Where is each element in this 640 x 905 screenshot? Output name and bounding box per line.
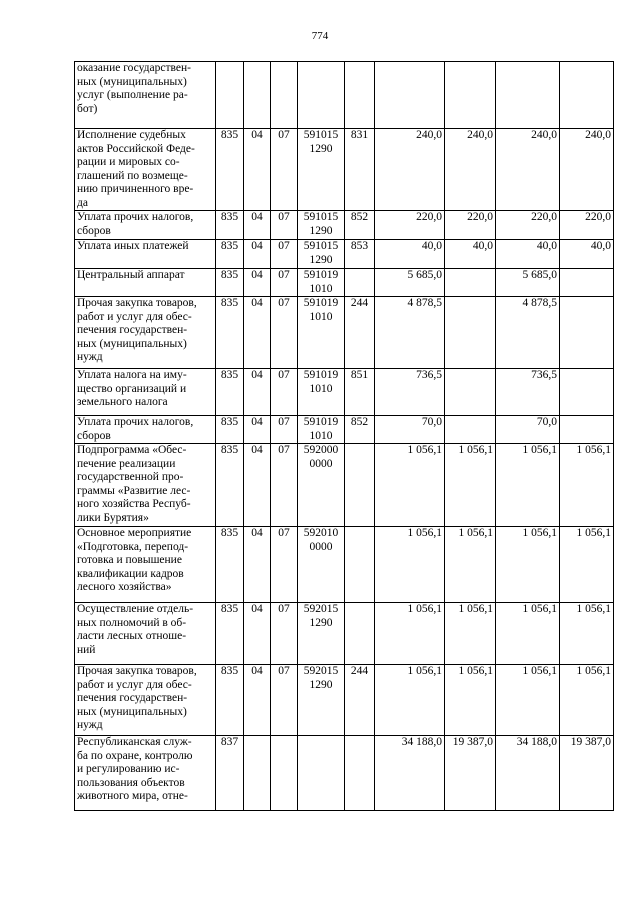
table-row bbox=[75, 444, 614, 527]
amount-2-text: 40,0 bbox=[472, 240, 493, 252]
target-article-cell bbox=[298, 444, 345, 527]
amount-1-cell bbox=[375, 444, 445, 527]
target-article-text: 591015 1290 bbox=[303, 240, 339, 266]
subsection-code-cell bbox=[271, 211, 298, 240]
expense-type-cell bbox=[345, 603, 375, 665]
subsection-code-cell bbox=[271, 527, 298, 603]
section-code-text: 04 bbox=[251, 269, 263, 281]
amount-3-text: 70,0 bbox=[536, 416, 557, 428]
table-row bbox=[75, 269, 614, 297]
amount-4-cell bbox=[560, 444, 614, 527]
amount-1-text: 220,0 bbox=[416, 211, 442, 223]
table-row bbox=[75, 129, 614, 211]
target-article-text: 591019 1010 bbox=[303, 297, 339, 323]
amount-2-cell bbox=[445, 736, 496, 811]
target-article-text: 591019 1010 bbox=[303, 369, 339, 395]
amount-3-cell bbox=[496, 129, 560, 211]
row-name-text: Уплата налога на иму- щество организаций и земельного налога bbox=[77, 369, 187, 408]
target-article-cell bbox=[298, 665, 345, 736]
expense-type-text: 852 bbox=[350, 416, 369, 428]
amount-4-text: 1 056,1 bbox=[576, 603, 611, 615]
amount-4-cell bbox=[560, 211, 614, 240]
target-article-text: 592015 1290 bbox=[303, 665, 339, 691]
amount-4-text: 220,0 bbox=[585, 211, 611, 223]
amount-2-cell bbox=[445, 129, 496, 211]
section-code-cell bbox=[244, 444, 271, 527]
row-name-text: Прочая закупка товаров, работ и услуг для обес- печения государствен- ных (муниципальных) нужд bbox=[77, 665, 197, 731]
amount-2-text: 1 056,1 bbox=[458, 603, 493, 615]
amount-4-cell bbox=[560, 603, 614, 665]
amount-3-cell bbox=[496, 416, 560, 444]
grbs-code-text: 835 bbox=[220, 416, 239, 428]
section-code-cell bbox=[244, 527, 271, 603]
grbs-code-text: 835 bbox=[220, 240, 239, 252]
amount-2-cell bbox=[445, 444, 496, 527]
amount-2-text: 19 387,0 bbox=[452, 736, 493, 748]
target-article-cell bbox=[298, 211, 345, 240]
expense-type-text: 244 bbox=[350, 297, 369, 309]
amount-3-text: 736,5 bbox=[531, 369, 557, 381]
row-name-cell bbox=[75, 527, 216, 603]
subsection-code-cell bbox=[271, 416, 298, 444]
grbs-code-text: 835 bbox=[220, 369, 239, 381]
amount-4-cell bbox=[560, 297, 614, 369]
target-article-cell bbox=[298, 129, 345, 211]
expense-type-cell bbox=[345, 736, 375, 811]
grbs-code-text: 835 bbox=[220, 211, 239, 223]
amount-3-cell bbox=[496, 444, 560, 527]
grbs-code-text: 835 bbox=[220, 444, 239, 456]
target-article-cell bbox=[298, 297, 345, 369]
section-code-cell bbox=[244, 62, 271, 129]
target-article-cell bbox=[298, 527, 345, 603]
subsection-code-cell bbox=[271, 369, 298, 416]
amount-3-text: 1 056,1 bbox=[522, 527, 557, 539]
expense-type-cell bbox=[345, 527, 375, 603]
row-name-cell bbox=[75, 211, 216, 240]
section-code-text: 04 bbox=[251, 416, 263, 428]
expense-type-cell bbox=[345, 369, 375, 416]
amount-2-cell bbox=[445, 211, 496, 240]
amount-3-cell bbox=[496, 665, 560, 736]
row-name-cell bbox=[75, 736, 216, 811]
grbs-code-cell bbox=[216, 211, 244, 240]
target-article-text: 591015 1290 bbox=[303, 211, 339, 237]
expense-type-text: 852 bbox=[350, 211, 369, 223]
grbs-code-text: 837 bbox=[220, 736, 239, 748]
amount-1-cell bbox=[375, 240, 445, 269]
section-code-cell bbox=[244, 269, 271, 297]
amount-4-text: 19 387,0 bbox=[570, 736, 611, 748]
expense-type-cell bbox=[345, 297, 375, 369]
amount-4-text: 40,0 bbox=[590, 240, 611, 252]
table-body bbox=[75, 62, 614, 811]
amount-4-cell bbox=[560, 527, 614, 603]
amount-2-cell bbox=[445, 62, 496, 129]
amount-1-text: 34 188,0 bbox=[401, 736, 442, 748]
expense-type-cell bbox=[345, 665, 375, 736]
expense-type-text: 244 bbox=[350, 665, 369, 677]
amount-3-cell bbox=[496, 527, 560, 603]
table-row bbox=[75, 62, 614, 129]
row-name-cell bbox=[75, 416, 216, 444]
row-name-text: Подпрограмма «Обес- печение реализации государственной про- граммы «Развитие лес- ного хозяйства Респуб- лики Бурятия» bbox=[77, 444, 191, 524]
table-row bbox=[75, 665, 614, 736]
amount-3-cell bbox=[496, 211, 560, 240]
grbs-code-cell bbox=[216, 297, 244, 369]
target-article-cell bbox=[298, 240, 345, 269]
grbs-code-cell bbox=[216, 240, 244, 269]
amount-3-text: 34 188,0 bbox=[516, 736, 557, 748]
row-name-text: Основное мероприятие «Подготовка, перепод- готовка и повышение квалификации кадров лесного хозяйства» bbox=[77, 527, 192, 593]
section-code-cell bbox=[244, 416, 271, 444]
amount-4-cell bbox=[560, 416, 614, 444]
section-code-cell bbox=[244, 369, 271, 416]
amount-3-cell bbox=[496, 736, 560, 811]
subsection-code-cell bbox=[271, 129, 298, 211]
amount-2-text: 1 056,1 bbox=[458, 444, 493, 456]
amount-2-cell bbox=[445, 297, 496, 369]
page-number: 774 bbox=[311, 30, 329, 42]
amount-4-cell bbox=[560, 665, 614, 736]
target-article-text: 592010 0000 bbox=[303, 527, 339, 553]
amount-3-text: 40,0 bbox=[536, 240, 557, 252]
amount-3-text: 1 056,1 bbox=[522, 444, 557, 456]
section-code-text: 04 bbox=[251, 240, 263, 252]
section-code-cell bbox=[244, 603, 271, 665]
row-name-text: оказание государствен- ных (муниципальных) услуг (выполнение ра- бот) bbox=[77, 62, 191, 115]
target-article-cell bbox=[298, 603, 345, 665]
section-code-cell bbox=[244, 129, 271, 211]
table-row bbox=[75, 527, 614, 603]
grbs-code-cell bbox=[216, 129, 244, 211]
target-article-text: 591019 1010 bbox=[303, 269, 339, 295]
section-code-cell bbox=[244, 211, 271, 240]
subsection-code-cell bbox=[271, 444, 298, 527]
target-article-cell bbox=[298, 736, 345, 811]
amount-2-cell bbox=[445, 603, 496, 665]
subsection-code-cell bbox=[271, 62, 298, 129]
section-code-cell bbox=[244, 297, 271, 369]
row-name-cell bbox=[75, 665, 216, 736]
amount-3-cell bbox=[496, 297, 560, 369]
target-article-cell bbox=[298, 62, 345, 129]
amount-3-cell bbox=[496, 369, 560, 416]
target-article-cell bbox=[298, 269, 345, 297]
amount-4-cell bbox=[560, 62, 614, 129]
grbs-code-text: 835 bbox=[220, 527, 239, 539]
amount-1-cell bbox=[375, 297, 445, 369]
target-article-text: 591019 1010 bbox=[303, 416, 339, 442]
amount-1-text: 1 056,1 bbox=[407, 665, 442, 677]
row-name-text: Уплата прочих налогов, сборов bbox=[77, 416, 194, 442]
amount-1-text: 240,0 bbox=[416, 129, 442, 141]
row-name-text: Центральный аппарат bbox=[77, 269, 185, 281]
subsection-code-cell bbox=[271, 736, 298, 811]
amount-3-text: 220,0 bbox=[531, 211, 557, 223]
expense-type-text: 851 bbox=[350, 369, 369, 381]
amount-4-cell bbox=[560, 269, 614, 297]
expense-type-cell bbox=[345, 129, 375, 211]
amount-1-cell bbox=[375, 211, 445, 240]
row-name-cell bbox=[75, 269, 216, 297]
row-name-cell bbox=[75, 297, 216, 369]
subsection-code-cell bbox=[271, 240, 298, 269]
subsection-code-cell bbox=[271, 603, 298, 665]
expense-type-cell bbox=[345, 444, 375, 527]
expense-type-cell bbox=[345, 416, 375, 444]
grbs-code-cell bbox=[216, 736, 244, 811]
amount-4-text: 1 056,1 bbox=[576, 444, 611, 456]
expense-type-cell bbox=[345, 269, 375, 297]
section-code-text: 04 bbox=[251, 369, 263, 381]
amount-3-cell bbox=[496, 603, 560, 665]
amount-4-text: 1 056,1 bbox=[576, 527, 611, 539]
grbs-code-cell bbox=[216, 62, 244, 129]
amount-2-cell bbox=[445, 665, 496, 736]
expense-type-cell bbox=[345, 62, 375, 129]
amount-1-cell bbox=[375, 736, 445, 811]
subsection-code-text: 07 bbox=[278, 369, 290, 381]
target-article-cell bbox=[298, 416, 345, 444]
amount-2-text: 1 056,1 bbox=[458, 665, 493, 677]
subsection-code-text: 07 bbox=[278, 297, 290, 309]
amount-1-cell bbox=[375, 129, 445, 211]
row-name-text: Исполнение судебных актов Российской Феде- рации и мировых со- глашений по возмеще- нию причиненного вре- да bbox=[77, 129, 195, 209]
target-article-text: 592015 1290 bbox=[303, 603, 339, 629]
table-row bbox=[75, 297, 614, 369]
row-name-cell bbox=[75, 129, 216, 211]
amount-1-text: 70,0 bbox=[421, 416, 442, 428]
row-name-cell bbox=[75, 444, 216, 527]
row-name-cell bbox=[75, 603, 216, 665]
amount-3-text: 5 685,0 bbox=[522, 269, 557, 281]
amount-1-text: 1 056,1 bbox=[407, 603, 442, 615]
subsection-code-text: 07 bbox=[278, 603, 290, 615]
amount-1-text: 4 878,5 bbox=[407, 297, 442, 309]
grbs-code-text: 835 bbox=[220, 269, 239, 281]
amount-4-cell bbox=[560, 736, 614, 811]
grbs-code-cell bbox=[216, 369, 244, 416]
amount-1-cell bbox=[375, 369, 445, 416]
amount-3-text: 1 056,1 bbox=[522, 665, 557, 677]
section-code-text: 04 bbox=[251, 665, 263, 677]
table-row bbox=[75, 211, 614, 240]
row-name-text: Республиканская служ- ба по охране, контролю и регулированию ис- пользования объектов животного мира, отне- bbox=[77, 736, 193, 802]
grbs-code-text: 835 bbox=[220, 129, 239, 141]
amount-3-cell bbox=[496, 269, 560, 297]
grbs-code-cell bbox=[216, 269, 244, 297]
target-article-text: 592000 0000 bbox=[303, 444, 339, 470]
amount-2-cell bbox=[445, 416, 496, 444]
table-row bbox=[75, 416, 614, 444]
amount-1-cell bbox=[375, 416, 445, 444]
grbs-code-cell bbox=[216, 603, 244, 665]
row-name-text: Уплата иных платежей bbox=[77, 240, 189, 252]
subsection-code-cell bbox=[271, 665, 298, 736]
amount-4-cell bbox=[560, 369, 614, 416]
amount-1-text: 736,5 bbox=[416, 369, 442, 381]
row-name-cell bbox=[75, 240, 216, 269]
amount-3-cell bbox=[496, 240, 560, 269]
table-row bbox=[75, 603, 614, 665]
table-row bbox=[75, 369, 614, 416]
amount-1-text: 1 056,1 bbox=[407, 444, 442, 456]
amount-3-text: 240,0 bbox=[531, 129, 557, 141]
expense-type-text: 853 bbox=[350, 240, 369, 252]
grbs-code-text: 835 bbox=[220, 665, 239, 677]
amount-3-cell bbox=[496, 62, 560, 129]
section-code-text: 04 bbox=[251, 527, 263, 539]
amount-4-text: 1 056,1 bbox=[576, 665, 611, 677]
grbs-code-cell bbox=[216, 665, 244, 736]
amount-1-cell bbox=[375, 665, 445, 736]
budget-table bbox=[74, 61, 614, 811]
table-row bbox=[75, 240, 614, 269]
grbs-code-text: 835 bbox=[220, 297, 239, 309]
expense-type-text: 831 bbox=[350, 129, 369, 141]
amount-1-cell bbox=[375, 527, 445, 603]
subsection-code-cell bbox=[271, 297, 298, 369]
subsection-code-text: 07 bbox=[278, 527, 290, 539]
amount-2-text: 220,0 bbox=[467, 211, 493, 223]
amount-4-text: 240,0 bbox=[585, 129, 611, 141]
subsection-code-text: 07 bbox=[278, 665, 290, 677]
amount-2-text: 1 056,1 bbox=[458, 527, 493, 539]
row-name-text: Уплата прочих налогов, сборов bbox=[77, 211, 194, 237]
section-code-cell bbox=[244, 736, 271, 811]
subsection-code-cell bbox=[271, 269, 298, 297]
subsection-code-text: 07 bbox=[278, 444, 290, 456]
target-article-text: 591015 1290 bbox=[303, 129, 339, 155]
grbs-code-text: 835 bbox=[220, 603, 239, 615]
amount-4-cell bbox=[560, 240, 614, 269]
section-code-cell bbox=[244, 240, 271, 269]
grbs-code-cell bbox=[216, 527, 244, 603]
section-code-text: 04 bbox=[251, 444, 263, 456]
subsection-code-text: 07 bbox=[278, 211, 290, 223]
section-code-text: 04 bbox=[251, 297, 263, 309]
row-name-text: Осуществление отдель- ных полномочий в об- ласти лесных отноше- ний bbox=[77, 603, 194, 656]
amount-1-cell bbox=[375, 62, 445, 129]
amount-3-text: 1 056,1 bbox=[522, 603, 557, 615]
amount-3-text: 4 878,5 bbox=[522, 297, 557, 309]
target-article-cell bbox=[298, 369, 345, 416]
expense-type-cell bbox=[345, 211, 375, 240]
grbs-code-cell bbox=[216, 416, 244, 444]
row-name-cell bbox=[75, 369, 216, 416]
grbs-code-cell bbox=[216, 444, 244, 527]
amount-4-cell bbox=[560, 129, 614, 211]
amount-1-cell bbox=[375, 269, 445, 297]
amount-1-text: 5 685,0 bbox=[407, 269, 442, 281]
amount-2-text: 240,0 bbox=[467, 129, 493, 141]
row-name-cell bbox=[75, 62, 216, 129]
section-code-text: 04 bbox=[251, 211, 263, 223]
subsection-code-text: 07 bbox=[278, 269, 290, 281]
amount-1-text: 40,0 bbox=[421, 240, 442, 252]
section-code-text: 04 bbox=[251, 603, 263, 615]
amount-2-cell bbox=[445, 269, 496, 297]
amount-2-cell bbox=[445, 240, 496, 269]
row-name-text: Прочая закупка товаров, работ и услуг для обес- печения государствен- ных (муниципальных) нужд bbox=[77, 297, 197, 363]
subsection-code-text: 07 bbox=[278, 416, 290, 428]
subsection-code-text: 07 bbox=[278, 240, 290, 252]
section-code-text: 04 bbox=[251, 129, 263, 141]
section-code-cell bbox=[244, 665, 271, 736]
expense-type-cell bbox=[345, 240, 375, 269]
table-row bbox=[75, 736, 614, 811]
amount-1-cell bbox=[375, 603, 445, 665]
amount-2-cell bbox=[445, 369, 496, 416]
amount-1-text: 1 056,1 bbox=[407, 527, 442, 539]
amount-2-cell bbox=[445, 527, 496, 603]
subsection-code-text: 07 bbox=[278, 129, 290, 141]
